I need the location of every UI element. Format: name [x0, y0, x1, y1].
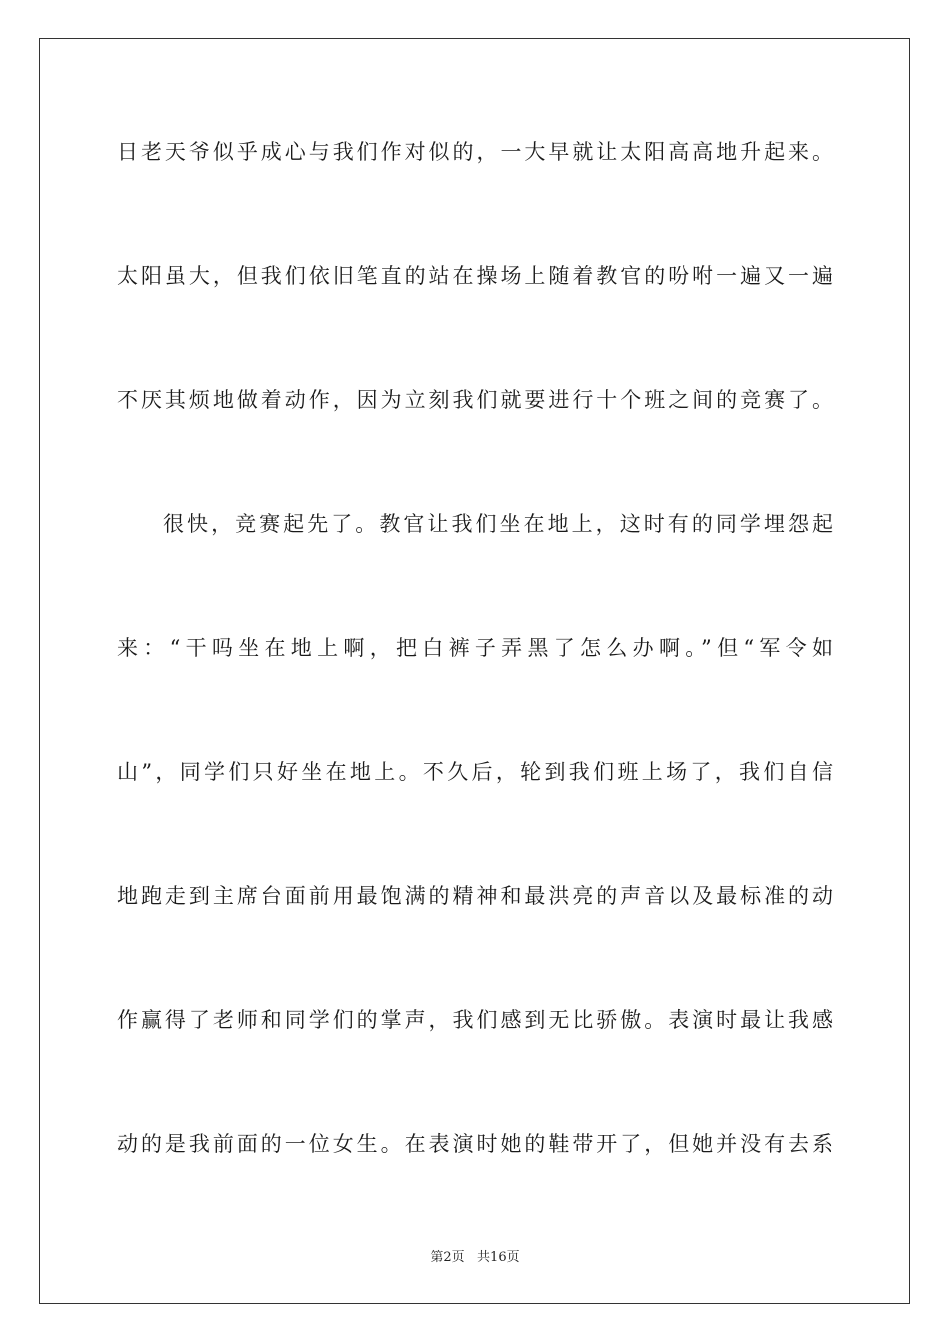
text-line: 日老天爷似乎成心与我们作对似的，一大早就让太阳高高地升起来。: [117, 140, 833, 164]
page-border: [39, 38, 910, 1304]
text-line: 太阳虽大，但我们依旧笔直的站在操场上随着教官的吩咐一遍又一遍: [117, 264, 833, 288]
page-number-footer: 第2页 共16页: [430, 1250, 520, 1265]
paragraph-start-line: 很快，竞赛起先了。教官让我们坐在地上，这时有的同学埋怨起: [163, 512, 833, 536]
text-line: 作赢得了老师和同学们的掌声，我们感到无比骄傲。表演时最让我感: [117, 1008, 833, 1032]
text-line: 动的是我前面的一位女生。在表演时她的鞋带开了，但她并没有去系: [117, 1132, 833, 1156]
text-line: 地跑走到主席台面前用最饱满的精神和最洪亮的声音以及最标准的动: [117, 884, 833, 908]
text-line: 不厌其烦地做着动作，因为立刻我们就要进行十个班之间的竞赛了。: [117, 388, 833, 412]
text-line: 来：“干吗坐在地上啊，把白裤子弄黑了怎么办啊。”但“军令如: [117, 636, 833, 660]
text-line: 山”，同学们只好坐在地上。不久后，轮到我们班上场了，我们自信: [117, 760, 833, 784]
